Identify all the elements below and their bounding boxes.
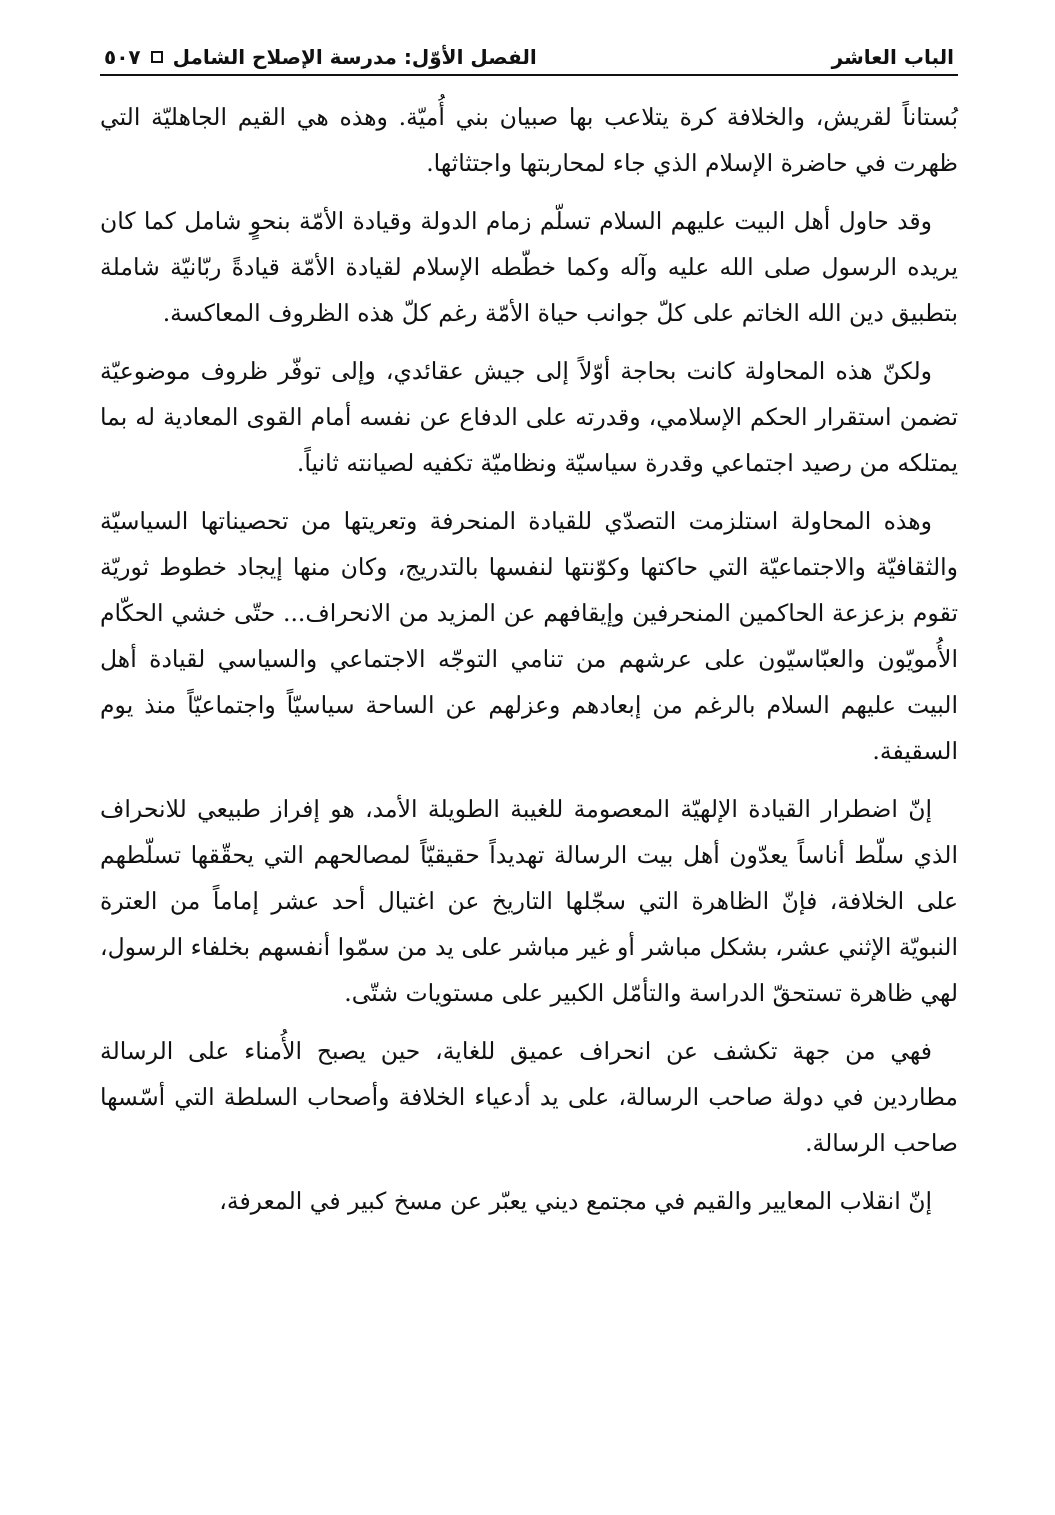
header-rule	[100, 74, 958, 76]
paragraph: إنّ اضطرار القيادة الإلهيّة المعصومة للغيبة الطويلة الأمد، هو إفراز طبيعي للانحراف الذي سلّط أناساً يعدّون أهل بيت الرسالة تهديداً حقيقيّاً لمصالحهم التي يحقّقها تسلّطهم على الخلافة، فإنّ الظاهرة التي سجّلها التاريخ عن اغتيال أحد عشر إماماً من العترة النبويّة الإثني عشر، بشكل مباشر أو غير مباشر على يد من سمّوا أنفسهم بخلفاء الرسول، لهي ظاهرة تستحقّ الدراسة والتأمّل الكبير على مستويات شتّى.	[100, 795, 958, 1007]
page-body	[100, 94, 958, 1224]
separator-square-icon	[151, 51, 163, 63]
paragraph: ولكنّ هذه المحاولة كانت بحاجة أوّلاً إلى جيش عقائدي، وإلى توفّر ظروف موضوعيّة تضمن استقرار الحكم الإسلامي، وقدرته على الدفاع عن نفسه أمام القوى المعادية له بما يمتلكه من رصيد اجتماعي وقدرة سياسيّة ونظاميّة تكفيه لصيانته ثانياً.	[100, 357, 958, 477]
paragraph: وقد حاول أهل البيت عليهم السلام تسلّم زمام الدولة وقيادة الأمّة بنحوٍ شامل كما كان يريده الرسول صلى الله عليه وآله وكما خطّطه الإسلام لقيادة الأمّة قيادةً ربّانيّة شاملة بتطبيق دين الله الخاتم على كلّ جوانب حياة الأمّة رغم كلّ هذه الظروف المعاكسة.	[100, 207, 958, 327]
paragraph: بُستاناً لقريش، والخلافة كرة يتلاعب بها صبيان بني أُميّة. وهذه هي القيم الجاهليّة التي ظهرت في حاضرة الإسلام الذي جاء لمحاربتها واجتثاثها.	[100, 103, 958, 177]
chapter-title: الباب العاشر	[831, 45, 954, 69]
paragraph: فهي من جهة تكشف عن انحراف عميق للغاية، حين يصبح الأُمناء على الرسالة مطاردين في دولة صاحب الرسالة، على يد أدعياء الخلافة وأصحاب السلطة التي أسّسها صاحب الرسالة.	[100, 1037, 958, 1157]
page-number: ٥٠٧	[104, 45, 141, 69]
book-page	[100, 38, 958, 1236]
paragraph: وهذه المحاولة استلزمت التصدّي للقيادة المنحرفة وتعريتها من تحصيناتها السياسيّة والثقافيّة والاجتماعيّة التي حاكتها وكوّنتها لنفسها بالتدريج، وكان منها إيجاد خطوط ثوريّة تقوم بزعزعة الحاكمين المنحرفين وإيقافهم عن المزيد من الانحراف... حتّى خشي الحكّام الأُمويّون والعبّاسيّون على عرشهم من تنامي التوجّه الاجتماعي والسياسي لقيادة أهل البيت عليهم السلام بالرغم من إبعادهم وعزلهم عن الساحة سياسيّاً واجتماعيّاً منذ يوم السقيفة.	[100, 507, 958, 765]
running-header	[100, 38, 958, 72]
paragraph: إنّ انقلاب المعايير والقيم في مجتمع ديني يعبّر عن مسخ كبير في المعرفة،	[219, 1187, 932, 1215]
section-heading	[104, 42, 537, 72]
section-title: الفصل الأوّل: مدرسة الإصلاح الشامل	[172, 45, 537, 69]
